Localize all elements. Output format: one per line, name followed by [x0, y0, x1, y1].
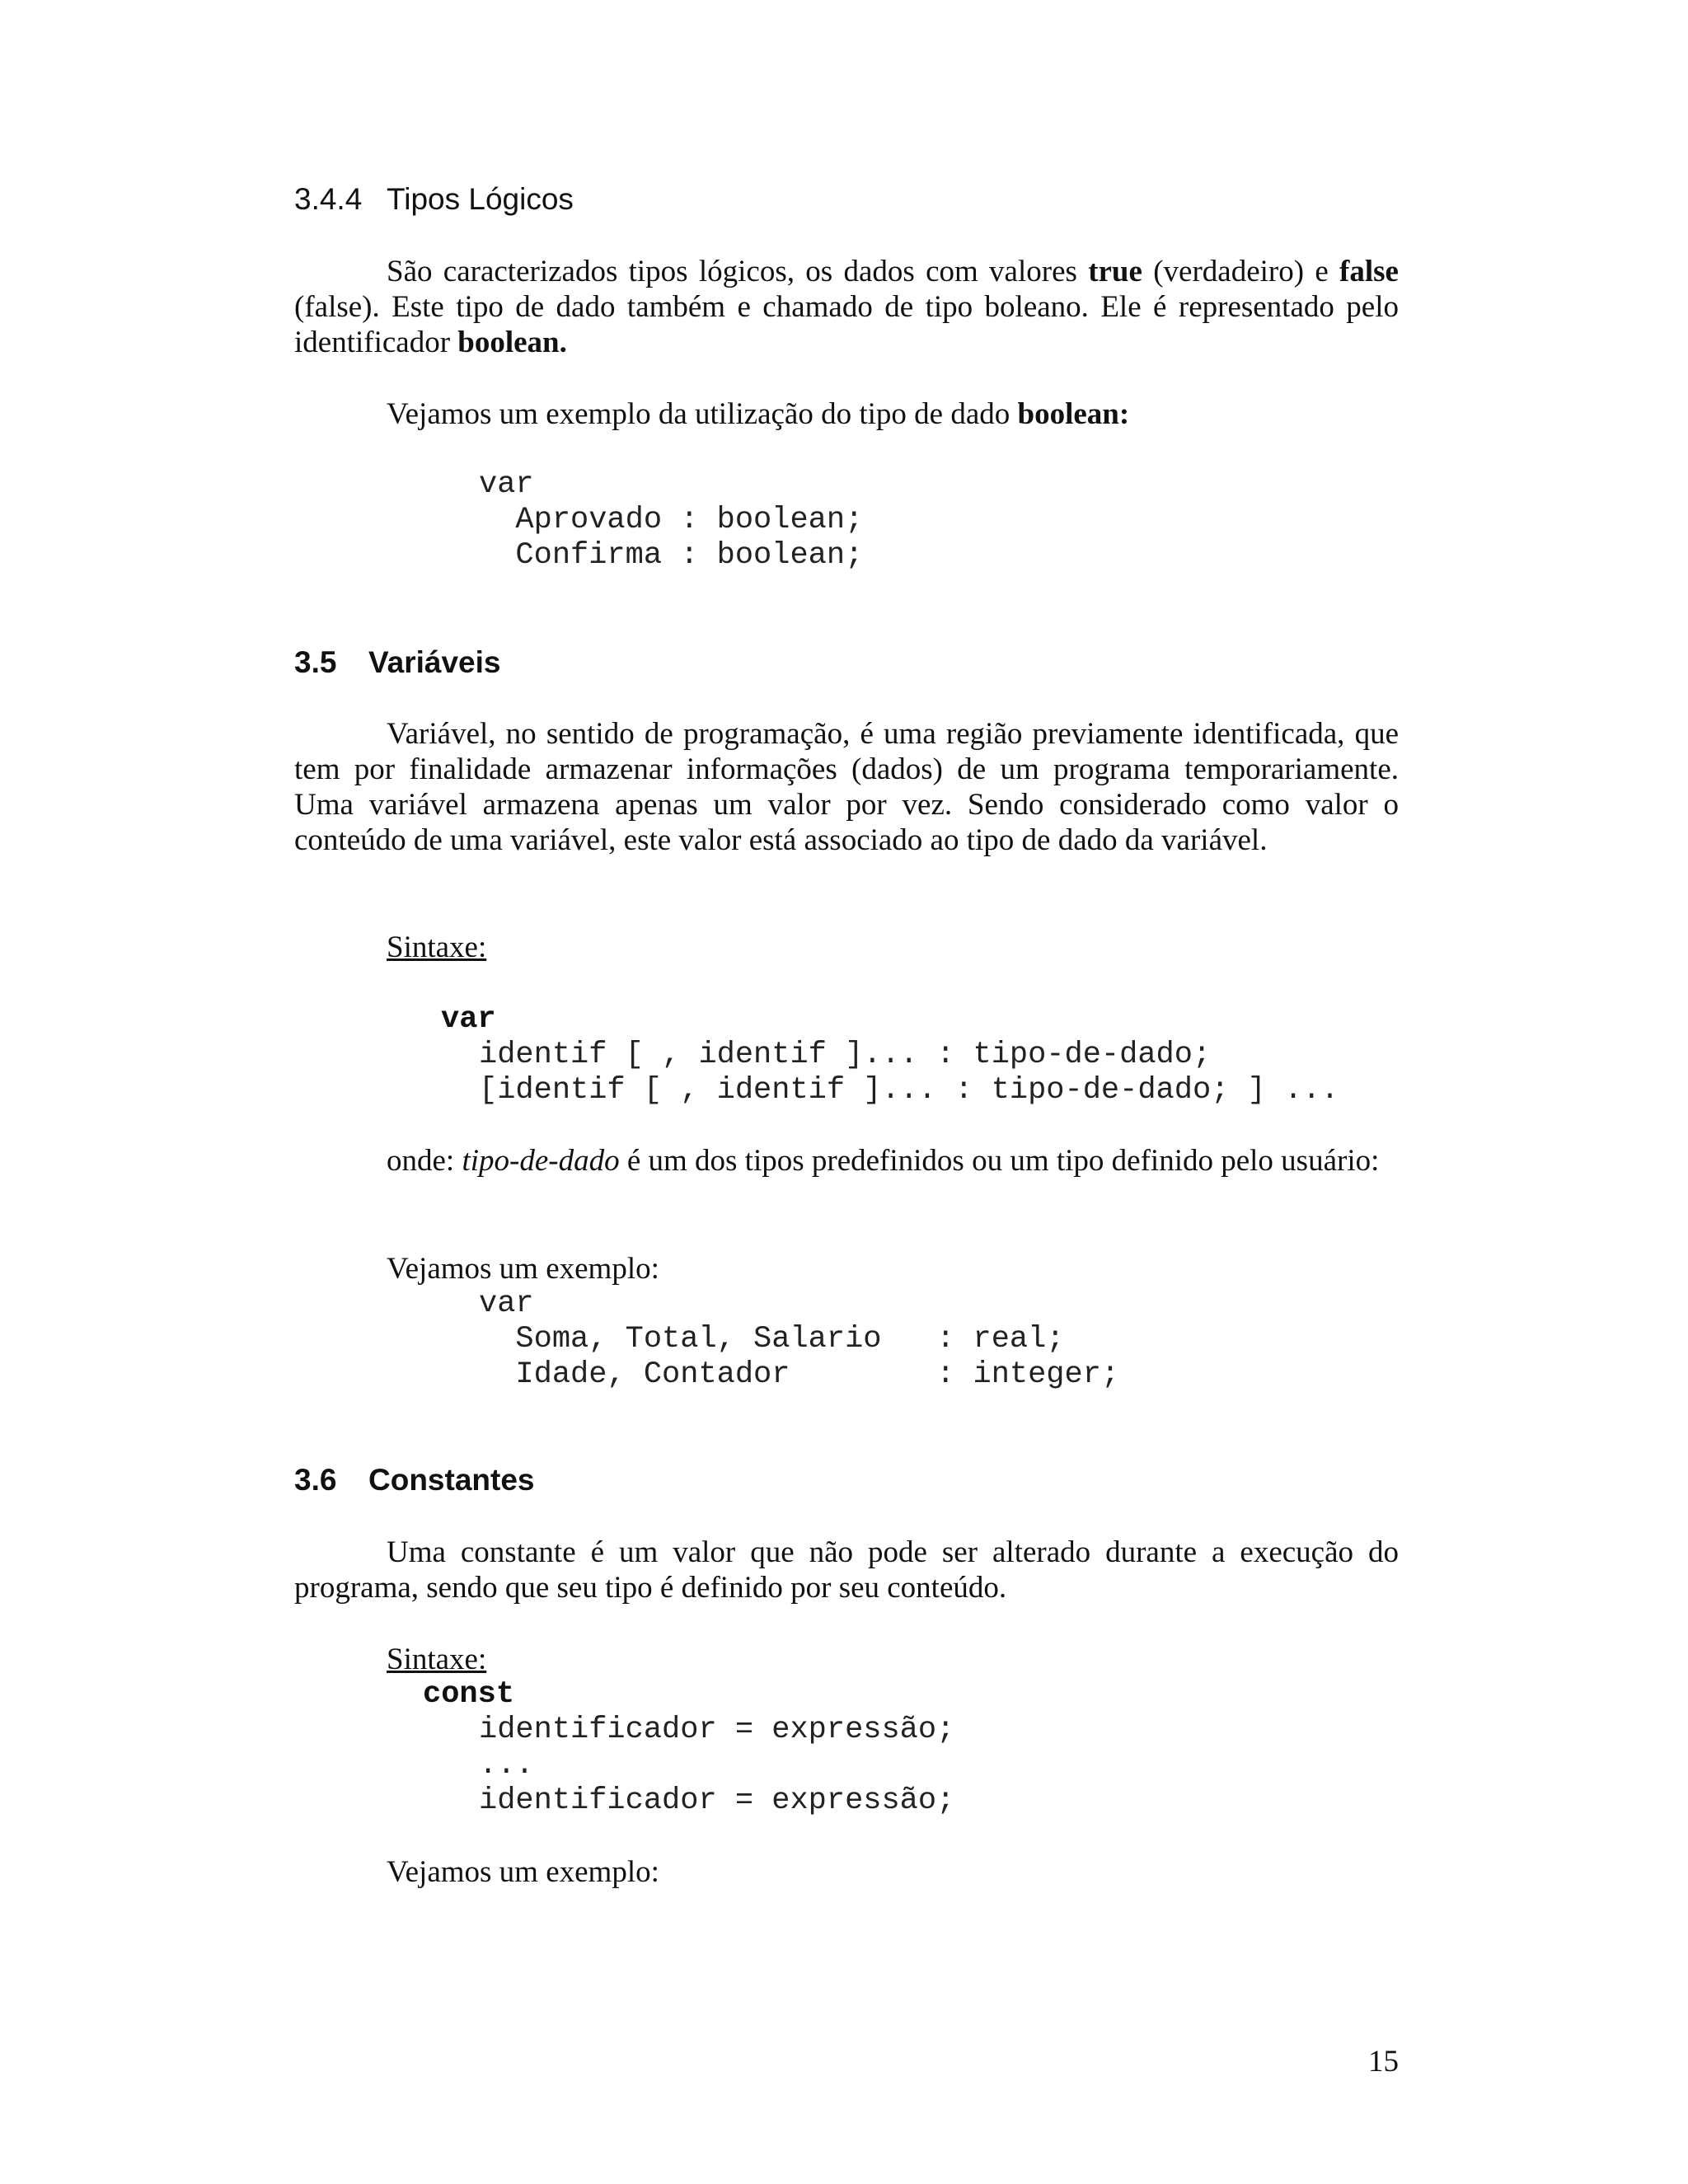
code-keyword-const: const [423, 1677, 515, 1712]
bold-boolean: boolean: [1017, 397, 1130, 431]
syntax-label: Sintaxe: [387, 930, 487, 964]
code-line: Aprovado : boolean; [479, 503, 864, 537]
paragraph-tipos-logicos [294, 254, 1399, 360]
page-number: 15 [1368, 2045, 1399, 2079]
bold-boolean: boolean. [457, 326, 567, 359]
heading-title: Tipos Lógicos [387, 182, 574, 216]
code-line: Soma, Total, Salario : real; [479, 1322, 1065, 1357]
code-line: Idade, Contador : integer; [479, 1357, 1120, 1392]
code-keyword-var: var [441, 1002, 496, 1037]
text-run: onde: [387, 1144, 462, 1178]
text-run: (verdadeiro) e [1142, 255, 1340, 288]
text-run: é um dos tipos predefinidos ou um tipo definido pelo usuário: [619, 1144, 1380, 1178]
heading-number: 3.5 [294, 645, 337, 679]
paragraph-onde [294, 1143, 1399, 1179]
paragraph-exemplo-boolean [387, 396, 1399, 432]
text-run: Vejamos um exemplo da utilização do tipo de dado [387, 397, 1018, 431]
heading-title: Variáveis [368, 645, 501, 679]
code-line: var [479, 1286, 534, 1321]
heading-3-6 [294, 1462, 1399, 1498]
syntax-label: Sintaxe: [387, 1643, 487, 1676]
text-run: São caracterizados tipos lógicos, os dados com valores [387, 255, 1089, 288]
heading-3-5 [294, 644, 1399, 681]
text-run: (false). Este tipo de dado também e chamado de tipo boleano. Ele é representado pelo identificador [294, 290, 1399, 359]
heading-number: 3.4.4 [294, 182, 363, 216]
bold-true: true [1088, 255, 1142, 288]
code-line: identif [ , identif ]... : tipo-de-dado; [479, 1038, 1212, 1072]
code-line: ... [479, 1748, 534, 1783]
example-label: Vejamos um exemplo: [387, 1855, 659, 1889]
heading-3-4-4 [294, 181, 1399, 218]
bold-false: false [1339, 255, 1399, 288]
example-label: Vejamos um exemplo: [387, 1252, 659, 1286]
code-line: identificador = expressão; [479, 1713, 955, 1747]
paragraph-variaveis: Variável, no sentido de programação, é uma região previamente identificada, que tem por finalidade armazenar informações (dados) de um programa temporariamente. Uma variável armazena apenas um valor por vez. Sendo considerado como valor o conteúdo de uma variável, este valor está associado ao tipo de dado da variável. [294, 717, 1399, 857]
italic-tipo-de-dado: tipo-de-dado [462, 1144, 620, 1178]
code-line: identificador = expressão; [479, 1783, 955, 1818]
code-line: var [479, 467, 534, 502]
code-line: [identif [ , identif ]... : tipo-de-dado; ] ... [479, 1073, 1339, 1108]
heading-number: 3.6 [294, 1463, 337, 1497]
paragraph-constantes: Uma constante é um valor que não pode ser alterado durante a execução do programa, sendo que seu tipo é definido por seu conteúdo. [294, 1535, 1399, 1605]
heading-title: Constantes [368, 1463, 535, 1497]
code-line: Confirma : boolean; [479, 538, 864, 573]
